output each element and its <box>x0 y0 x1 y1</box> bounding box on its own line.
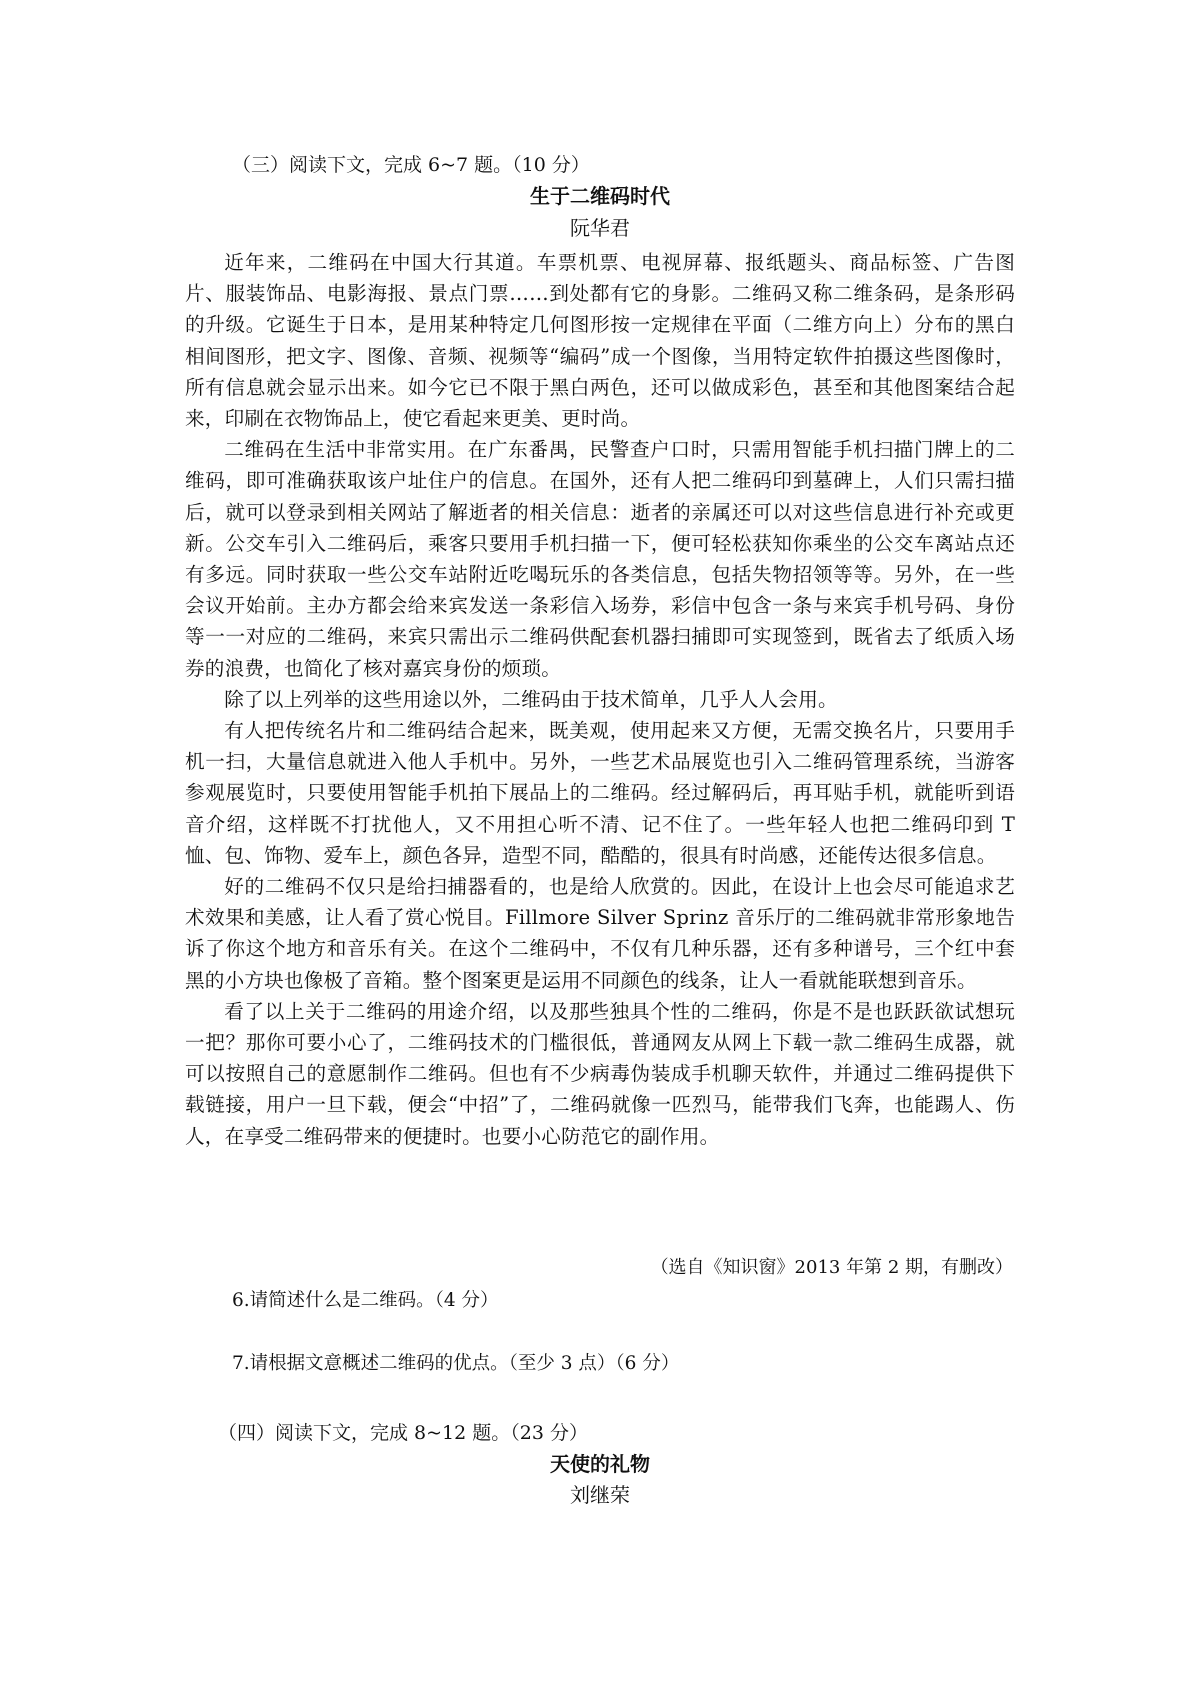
section-3-heading: （三）阅读下文，完成 6~7 题。（10 分） <box>232 154 590 176</box>
paragraph: 近年来，二维码在中国大行其道。车票机票、电视屏幕、报纸题头、商品标签、广告图片、服装饰品、电影海报、景点门票……到处都有它的身影。二维码又称二维条码，是条形码的升级。它诞生于日本，是用某种特定几何图形按一定规律在平面（二维方向上）分布的黑白相间图形，把文字、图像、音频、视频等“编码”成一个图像，当用特定软件拍摄这些图像时，所有信息就会显示出来。如今它已不限于黑白两色，还可以做成彩色，甚至和其他图案结合起来，印刷在衣物饰品上，使它看起来更美、更时尚。 <box>185 251 1015 431</box>
paragraph: 有人把传统名片和二维码结合起来，既美观，使用起来又方便，无需交换名片，只要用手机一扫，大量信息就进入他人手机中。另外，一些艺术品展览也引入二维码管理系统，当游客参观展览时，只要使用智能手机拍下展品上的二维码。经过解码后，再耳贴手机，就能听到语音介绍，这样既不打扰他人，又不用担心听不清、记不住了。一些年轻人也把二维码印到 T 恤、包、饰物、爱车上，颜色各异，造型不同，酷酷的，很具有时尚感，还能传达很多信息。 <box>185 719 1015 867</box>
paragraph: 二维码在生活中非常实用。在广东番禺，民警查户口时，只需用智能手机扫描门牌上的二维码，即可准确获取该户址住户的信息。在国外，还有人把二维码印到墓碑上，人们只需扫描后，就可以登录到相关网站了解逝者的相关信息：逝者的亲属还可以对这些信息进行补充或更新。公交车引入二维码后，乘客只要用手机扫描一下，便可轻松获知你乘坐的公交车离站点还有多远。同时获取一些公交车站附近吃喝玩乐的各类信息，包括失物招领等等。另外，在一些会议开始前。主办方都会给来宾发送一条彩信入场券，彩信中包含一条与来宾手机号码、身份等一一对应的二维码，来宾只需出示二维码供配套机器扫捕即可实现签到，既省去了纸质入场券的浪费，也简化了核对嘉宾身份的烦琐。 <box>185 438 1015 680</box>
paragraph: 看了以上关于二维码的用途介绍，以及那些独具个性的二维码，你是不是也跃跃欲试想玩一把？那你可要小心了，二维码技术的门槛很低，普通网友从网上下载一款二维码生成器，就可以按照自己的意愿制作二维码。但也有不少病毒伪装成手机聊天软件，并通过二维码提供下载链接，用户一旦下载，便会“中招”了，二维码就像一匹烈马，能带我们飞奔，也能踢人、伤人，在享受二维码带来的便捷时。也要小心防范它的副作用。 <box>185 999 1015 1148</box>
question-7: 7.请根据文意概述二维码的优点。（至少 3 点）（6 分） <box>232 1353 680 1374</box>
article-body <box>185 247 1015 1152</box>
article-title: 生于二维码时代 <box>530 184 670 208</box>
paragraph: 好的二维码不仅只是给扫捕器看的，也是给人欣赏的。因此，在设计上也会尽可能追求艺术效果和美感，让人看了赏心悦目。Fillmore Silver Sprinz 音乐厅的二维码就非常形象地告诉了你这个地方和音乐有关。在这个二维码中，不仅有几种乐器，还有多种谱号，三个红中套黑的小方块也像极了音箱。整个图案更是运用不同颜色的线条，让人一看就能联想到音乐。 <box>185 875 1015 992</box>
article-source: （选自《知识窗》2013 年第 2 期，有删改） <box>650 1257 1013 1278</box>
question-6: 6.请简述什么是二维码。（4 分） <box>232 1290 499 1311</box>
section-4-title: 天使的礼物 <box>550 1452 650 1476</box>
paragraph: 除了以上列举的这些用途以外，二维码由于技术简单，几乎人人会用。 <box>224 687 838 711</box>
section-4-heading: （四）阅读下文，完成 8~12 题。（23 分） <box>218 1422 588 1444</box>
article-author: 阮华君 <box>570 216 630 240</box>
section-4-author: 刘继荣 <box>570 1483 630 1507</box>
